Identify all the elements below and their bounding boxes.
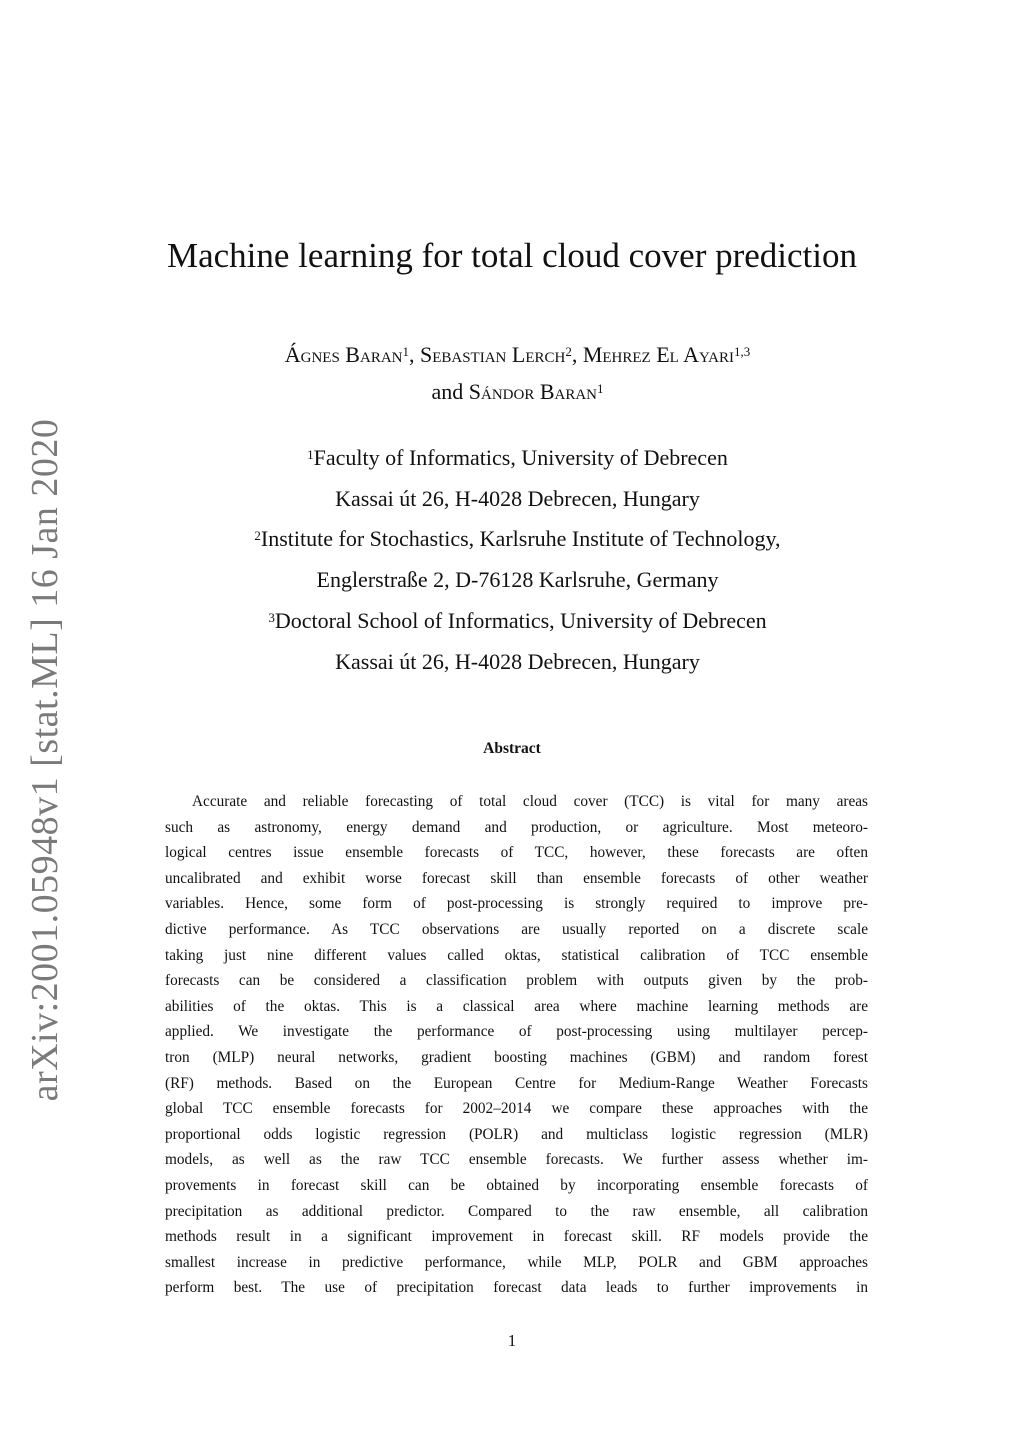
author-affiliation-marker: 1: [597, 381, 604, 396]
affiliation-marker: 2: [254, 528, 261, 544]
author-line-2: [150, 373, 885, 410]
abstract-line: provements in forecast skill can be obtained by incorporating ensemble forecasts of: [165, 1176, 868, 1194]
abstract-line: dictive performance. As TCC observations are usually reported on a discrete scale: [165, 920, 868, 938]
page-number: 1: [507, 1331, 517, 1350]
abstract-body: [165, 789, 868, 1301]
abstract-line: global TCC ensemble forecasts for 2002–2014 we compare these approaches with the: [165, 1100, 868, 1118]
affiliation-3-line-2: Kassai út 26, H-4028 Debrecen, Hungary: [335, 648, 700, 674]
author-name: Sándor Baran: [468, 379, 597, 404]
abstract-line: proportional odds logistic regression (POLR) and multiclass logistic regression (MLR): [165, 1125, 868, 1143]
abstract-line: logical centres issue ensemble forecasts of TCC, however, these forecasts are often: [165, 844, 868, 862]
author-affiliation-marker: 1,3: [734, 344, 751, 359]
affiliation-2-line-2: Englerstraße 2, D-76128 Karlsruhe, Germany: [316, 567, 719, 593]
abstract-line: tron (MLP) neural networks, gradient boosting machines (GBM) and random forest: [165, 1048, 868, 1066]
abstract-line: uncalibrated and exhibit worse forecast skill than ensemble forecasts of other weather: [165, 869, 868, 887]
abstract-line: precipitation as additional predictor. Compared to the raw ensemble, all calibration: [165, 1202, 868, 1220]
abstract-line: models, as well as the raw TCC ensemble forecasts. We further assess whether im-: [165, 1151, 868, 1169]
arxiv-identifier-text: arXiv:2001.05948v1 [stat.ML] 16 Jan 2020: [24, 418, 66, 1102]
affiliation-text: Faculty of Informatics, University of Debrecen: [313, 445, 728, 470]
affiliation-1-line-2: Kassai út 26, H-4028 Debrecen, Hungary: [335, 485, 700, 511]
paper-title: Machine learning for total cloud cover prediction: [166, 236, 858, 275]
arxiv-identifier-stamp: [0, 0, 90, 1448]
abstract-line: abilities of the oktas. This is a classical area where machine learning methods are: [165, 997, 868, 1015]
abstract-line: Accurate and reliable forecasting of total cloud cover (TCC) is vital for many areas: [192, 793, 868, 810]
author-affiliation-marker: 2: [565, 344, 572, 359]
affiliation-2-line-1: [150, 519, 885, 560]
affiliation-text: Doctoral School of Informatics, University of Debrecen: [274, 607, 767, 633]
author-line-1: Ágnes Baran$^1$, Sebastian Lerch$^2$, Mehrez El Ayari$^{1,3}$: [284, 342, 751, 367]
affiliation-text: Institute for Stochastics, Karlsruhe Institute of Technology,: [260, 526, 781, 552]
author-name: Mehrez El Ayari: [582, 342, 734, 367]
affiliation-3-line-1: [150, 601, 885, 642]
abstract-line: smallest increase in predictive performance, while MLP, POLR and GBM approaches: [165, 1253, 868, 1271]
author-name: Sebastian Lerch: [419, 342, 566, 367]
affiliation-list: [150, 438, 885, 682]
affiliation-1-line-1: [150, 438, 885, 479]
abstract-line: perform best. The use of precipitation forecast data leads to further improvements in: [165, 1279, 868, 1297]
affiliation-marker: 3: [268, 609, 275, 625]
abstract-heading: Abstract: [483, 740, 541, 757]
author-list: [150, 336, 885, 410]
author-name: Ágnes Baran: [284, 342, 403, 367]
abstract-line: (RF) methods. Based on the European Centre for Medium-Range Weather Forecasts: [165, 1074, 868, 1092]
abstract-line: methods result in a significant improvement in forecast skill. RF models provide the: [165, 1228, 868, 1246]
abstract-line: applied. We investigate the performance of post-processing using multilayer percep-: [165, 1023, 868, 1041]
abstract-line: taking just nine different values called oktas, statistical calibration of TCC ensemble: [165, 946, 868, 964]
author-affiliation-marker: 1: [402, 344, 409, 359]
abstract-line: such as astronomy, energy demand and production, or agriculture. Most meteoro-: [165, 818, 868, 836]
affiliation-marker: 1: [307, 447, 314, 462]
abstract-line: variables. Hence, some form of post-processing is strongly required to improve pre-: [165, 895, 868, 913]
and-conjunction: and: [431, 379, 464, 404]
abstract-line: forecasts can be considered a classification problem with outputs given by the prob-: [165, 972, 868, 990]
